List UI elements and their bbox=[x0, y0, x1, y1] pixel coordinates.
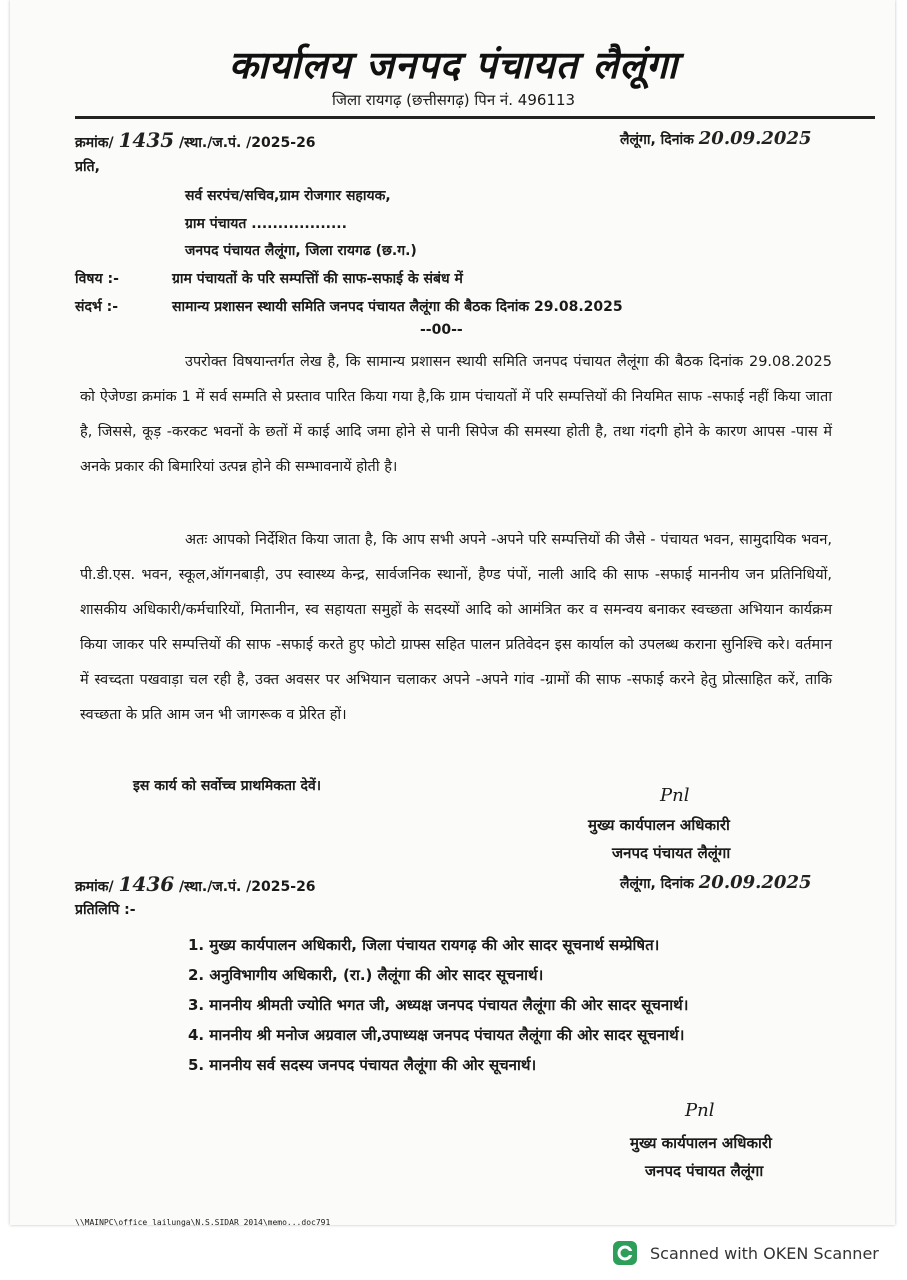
date-handwritten: 20.09.2025 bbox=[698, 128, 812, 149]
file-path: \\MAINPC\office lailunga\N.S.SIDAR 2014\memo...doc791 bbox=[75, 1218, 331, 1227]
list-item: 3. माननीय श्रीमती ज्योति भगत जी, अध्यक्ष जनपद पंचायत लैलूंगा की ओर सादर सूचनार्थ। bbox=[188, 996, 689, 1014]
subject-text: ग्राम पंचायतों के परि सम्पत्तिों की साफ-सफाई के संबंध में bbox=[172, 271, 463, 287]
list-item: 2. अनुविभागीय अधिकारी, (रा.) लैलूंगा की ओर सादर सूचनार्थ। bbox=[188, 966, 544, 984]
signature-scribble: Pnl bbox=[660, 785, 690, 806]
oken-scanner-icon bbox=[612, 1240, 638, 1266]
scanner-text: Scanned with OKEN Scanner bbox=[650, 1243, 879, 1263]
signature-scribble-2: Pnl bbox=[685, 1100, 715, 1121]
signature-office-2: जनपद पंचायत लैलूंगा bbox=[645, 1162, 764, 1180]
signature-office: जनपद पंचायत लैलूंगा bbox=[612, 844, 731, 862]
office-address: जिला रायगढ़ (छत्तीसगढ़) पिन नं. 496113 bbox=[331, 91, 576, 109]
header-divider bbox=[75, 116, 875, 119]
reference-text: सामान्य प्रशासन स्थायी समिति जनपद पंचायत लैलूंगा की बैठक दिनांक 29.08.2025 bbox=[172, 299, 623, 315]
office-title: कार्यालय जनपद पंचायत लैलूंगा bbox=[228, 43, 679, 87]
list-item: 1. मुख्य कार्यपालन अधिकारी, जिला पंचायत रायगढ़ की ओर सादर सूचनार्थ सम्प्रेषित। bbox=[188, 936, 660, 954]
copy-ref-line bbox=[75, 872, 316, 896]
subject-label: विषय :- bbox=[75, 271, 119, 287]
priority-line: इस कार्य को सर्वोच्च प्राथमिकता देवें। bbox=[133, 778, 322, 794]
signature-designation: मुख्य कार्यपालन अधिकारी bbox=[588, 816, 730, 834]
signature-designation-2: मुख्य कार्यपालन अधिकारी bbox=[630, 1134, 772, 1152]
copy-place-date-label: लैलूंगा, दिनांक bbox=[620, 876, 694, 892]
list-item: 4. माननीय श्री मनोज अग्रवाल जी,उपाध्यक्ष जनपद पंचायत लैलूंगा की ओर सादर सूचनार्थ। bbox=[188, 1026, 685, 1044]
copy-date-handwritten: 20.09.2025 bbox=[698, 872, 812, 893]
addressee-line: जनपद पंचायत लैलूंगा, जिला रायगढ (छ.ग.) bbox=[185, 243, 417, 259]
place-date-label: लैलूंगा, दिनांक bbox=[620, 132, 694, 148]
addressee-line: सर्व सरपंच/सचिव,ग्राम रोजगार सहायक, bbox=[185, 188, 391, 204]
copy-ref-number-handwritten: 1436 bbox=[118, 872, 175, 896]
body-paragraph-1: उपरोक्त विषयान्तर्गत लेख है, कि सामान्य प्रशासन स्थायी समिति जनपद पंचायत लैलूंगा की बैठक दिनांक 29.08.2025 को ऐजेण्डा क्रमांक 1 में सर्व सम्मति से प्रस्ताव पारित किया गया है,कि ग्राम पंचायतों में परि सम्पत्तियों की नियमित साफ -सफाई नहीं किया जाता है, जिससे, कूड़ -करकट भवनों के छतों में काई आदि जमा होने से पानी सिपेज की समस्या होती है, तथा गंदगी होने के कारण आपस -पास में अनके प्रकार की बिमारियां उत्पन्न होने की सम्भावनायें होती है। bbox=[80, 354, 832, 475]
copy-ref-suffix: /स्था./ज.पं. /2025-26 bbox=[179, 879, 316, 895]
copy-ref-label: क्रमांक/ bbox=[75, 879, 114, 895]
ref-suffix: /स्था./ज.पं. /2025-26 bbox=[179, 135, 316, 151]
body-paragraph-2: अतः आपको निर्देशित किया जाता है, कि आप सभी अपने -अपने परि सम्पत्तियों की जैसे - पंचायत भवन, सामुदायिक भवन, पी.डी.एस. भवन, स्कूल,ऑगनबाड़ी, उप स्वास्थ्य केन्द्र, सार्वजनिक स्थानों, हैण्ड पंपों, नाली आदि की साफ -सफाई माननीय जन प्रतिनिधियों, शासकीय अधिकारी/कर्मचारियों, मितानीन, स्व सहायता समुहों के सदस्यों आदि को आमंत्रित कर व समन्वय बनाकर स्वच्छता अभियान कार्यक्रम किया जाकर परि सम्पत्तियों की साफ -सफाई करते हुए फोटो ग्राफ्स सहित पालन प्रतिवेदन इस कार्याल को उपलब्ध कराना सुनिश्चि करे। वर्तमान में स्वच्दता पखवाड़ा चल रही है, उक्त अवसर पर अभियान चलाकर अपने -अपने गांव -ग्रामों की साफ -सफाई करने हेतु प्रोत्साहित करें, ताकि स्वच्छता के प्रति आम जन भी जागरूक व प्रेरित हों। bbox=[80, 532, 832, 723]
to-label: प्रति, bbox=[75, 159, 100, 175]
scanner-watermark bbox=[612, 1240, 879, 1266]
copy-label: प्रतिलिपि :- bbox=[75, 902, 136, 918]
list-item: 5. माननीय सर्व सदस्य जनपद पंचायत लैलूंगा की ओर सूचनार्थ। bbox=[188, 1056, 537, 1074]
ref-number-handwritten: 1435 bbox=[118, 128, 175, 152]
separator: --00-- bbox=[420, 322, 463, 338]
reference-label: संदर्भ :- bbox=[75, 299, 119, 315]
copy-place-date bbox=[620, 872, 812, 893]
addressee-line: ग्राम पंचायत .................. bbox=[185, 216, 347, 232]
place-date bbox=[620, 128, 812, 149]
ref-line bbox=[75, 128, 316, 152]
copy-recipient-list bbox=[188, 930, 688, 1080]
ref-label: क्रमांक/ bbox=[75, 135, 114, 151]
